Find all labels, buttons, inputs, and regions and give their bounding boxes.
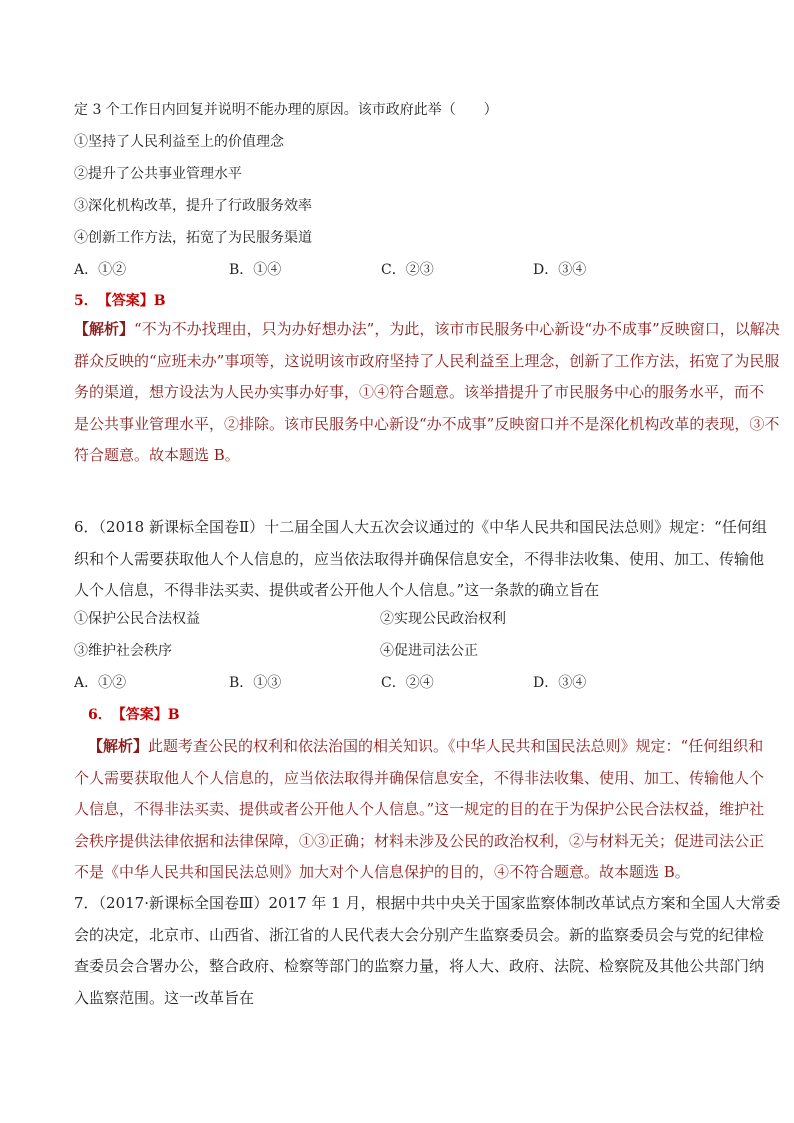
q5-item-4: ④创新工作方法，拓宽了为民服务渠道 [74, 230, 312, 246]
q7-stem-line-1: 7．（2017·新课标全国卷Ⅲ）2017 年 1 月，根据中共中央关于国家监察体制改革试点方案和全国人大常委 [74, 894, 781, 912]
a5-explanation-line-3: 务的渠道，想方设法为人民办实事办好事，①④符合题意。该举措提升了市民服务中心的服务水平，而不 [74, 383, 765, 401]
a5-explanation-line-5: 符合题意。故本题选 B。 [74, 446, 240, 464]
a5-explanation-line-2: 群众反映的“应班未办”事项等，这说明该市政府坚持了人民利益至上理念，创新了工作方法，拓宽了为民服 [74, 351, 780, 370]
q7-stem-line-2: 会的决定，北京市、山西省、浙江省的人民代表大会分别产生监察委员会。新的监察委员会与党的纪律检 [74, 925, 765, 944]
a5-explanation-text-1: “不为不办找理由，只为办好想办法”，为此，该市市民服务中心新设“办不成事”反映窗口，以解决 [134, 320, 780, 338]
q5-option-a: A．①② [74, 262, 127, 278]
q6-item-3: ③维护社会秩序 [74, 643, 172, 659]
q6-stem-line-2: 织和个人需要获取他人个人信息的，应当依法取得并确保信息安全，不得非法收集、使用、加工、传输他 [74, 549, 765, 568]
a6-answer-label: 6． 【答案】B [88, 707, 180, 723]
q6-stem-line-3: 人个人信息，不得非法买卖、提供或者公开他人个人信息。”这一条款的确立旨在 [74, 581, 600, 599]
a5-answer-label: 5． 【答案】B [74, 293, 166, 309]
a6-explanation-line-3: 人信息，不得非法买卖、提供或者公开他人个人信息。”这一规定的目的在于为保护公民合法权益，维护社 [74, 800, 765, 818]
q6-item-4: ④促进司法公正 [380, 643, 478, 659]
q5-item-3: ③深化机构改革，提升了行政服务效率 [74, 198, 312, 214]
q6-stem-line-1: 6．（2018 新课标全国卷Ⅱ）十二届全国人大五次会议通过的《中华人民共和国民法总则》规定：“任何组 [74, 518, 767, 536]
a5-explanation-line-1 [74, 314, 780, 346]
a5-explanation-line-4: 是公共事业管理水平，②排除。该市民服务中心新设“办不成事”反映窗口并不是深化机构改革的表现，③不 [74, 414, 780, 433]
q5-item-2: ②提升了公共事业管理水平 [74, 166, 242, 182]
q5-option-c: C．②③ [381, 262, 434, 278]
q5-option-d: D．③④ [533, 262, 587, 278]
a6-explanation-line-5: 不是《中华人民共和国民法总则》加大对个人信息保护的目的，④不符合题意。故本题选 B。 [74, 863, 690, 881]
q6-item-1: ①保护公民合法权益 [74, 611, 200, 627]
q7-stem-line-3: 查委员会合署办公，整合政府、检察等部门的监察力量，将人大、政府、法院、检察院及其他公共部门纳 [74, 957, 765, 975]
q5-item-1: ①坚持了人民利益至上的价值理念 [74, 134, 284, 150]
q7-stem-line-4: 入监察范围。这一改革旨在 [74, 988, 255, 1007]
a6-explanation-line-4: 会秩序提供法律依据和法律保障，①③正确；材料未涉及公民的政治权利，②与材料无关；促进司法公正 [74, 831, 765, 850]
q6-item-2: ②实现公民政治权利 [380, 611, 506, 627]
a6-explanation-tag: 【解析】 [88, 737, 149, 755]
q6-option-c: C．②④ [381, 675, 434, 691]
q5-option-b: B．①④ [229, 262, 282, 278]
q6-option-a: A．①② [74, 675, 127, 691]
a6-explanation-line-1 [88, 731, 763, 763]
a6-explanation-text-1: 此题考查公民的权利和依法治国的相关知识。《中华人民共和国民法总则》规定：“任何组织和 [148, 737, 764, 755]
q6-option-d: D．③④ [533, 675, 587, 691]
a6-explanation-line-2: 个人需要获取他人个人信息的，应当依法取得并确保信息安全，不得非法收集、使用、加工、传输他人个 [74, 768, 765, 787]
q6-option-b: B．①③ [229, 675, 282, 691]
q5-stem-tail: 定 3 个工作日内回复并说明不能办理的原因。该市政府此举（ ） [74, 102, 498, 118]
a5-explanation-tag: 【解析】 [74, 320, 135, 338]
